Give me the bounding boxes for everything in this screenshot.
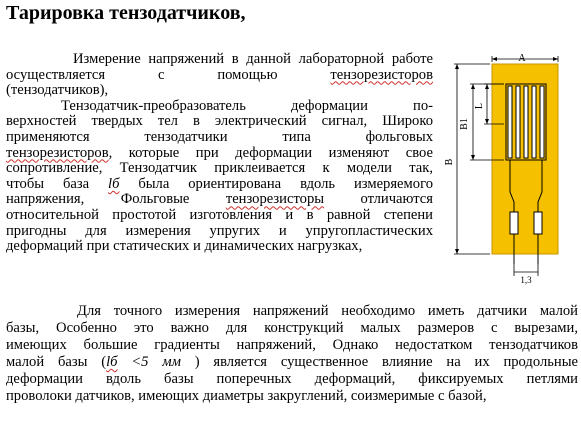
text-line [0, 192, 433, 208]
strain-gauge-diagram [440, 52, 580, 292]
text-line [0, 68, 433, 84]
text-line: пригодны для измерения упругих и упругопластических [6, 222, 433, 239]
text-line: Для точного измерения напряжений необходимо иметь датчики малой [77, 303, 578, 319]
text-line: имеющих большие градиенты напряжений, Однако недостатком тензодатчиков [6, 337, 578, 353]
text-segment: , которые при деформации изменяют свое [108, 144, 433, 161]
text-segment: lб [108, 175, 120, 192]
full-width-text [0, 303, 578, 405]
dim-label-b: B [444, 158, 455, 166]
text-segment: тензорезисторы [225, 191, 325, 208]
text-line [0, 354, 578, 371]
text-line: (тензодатчиков), [6, 82, 109, 99]
text-segment: осуществляется с помощью [6, 66, 331, 83]
text-line: Измерение напряжений в данной лабораторной работе [73, 51, 433, 67]
text-segment: тензорезисторов [330, 66, 433, 83]
text-line: деформации вдоль базы поперечных деформаций, фиксируемых петлями [6, 371, 578, 387]
text-segment: была ориентирована вдоль измеряемого [119, 175, 433, 192]
text-line: проволоки датчиков, имеющих диаметры закруглений, соизмеримые с базой, [6, 388, 487, 404]
text-segment: чтобы база [6, 175, 109, 192]
text-segment: малой базы ( [6, 354, 107, 370]
text-segment: отличаются [324, 191, 433, 208]
dim-label-a: A [518, 53, 526, 64]
text-line: деформаций при статических и динамических нагрузках, [6, 238, 363, 255]
left-column-text [0, 52, 433, 255]
text-line: верхностей твердых тел в электрический сигнал, Широко [6, 113, 433, 130]
page-title: Тарировка тензодатчиков, [6, 2, 246, 24]
text-segment: ) является существенное влияние на их продольные [180, 354, 578, 370]
text-line [0, 177, 433, 193]
text-segment: тензорезисторов [6, 144, 109, 161]
dim-label-l: L [474, 102, 485, 110]
text-segment: lб [106, 354, 118, 370]
dim-label-width: 1,3 [520, 275, 532, 285]
dim-label-b1: B1 [459, 118, 470, 130]
text-line: Тензодатчик-преобразователь деформации по- [61, 97, 433, 114]
text-line [0, 146, 433, 162]
text-segment: <5 мм [117, 354, 181, 370]
foil-grid [506, 84, 546, 160]
text-segment: напряжения, Фольговые [6, 191, 226, 208]
text-line: базы, Особенно это важно для конструкций малых размеров с вырезами, [6, 320, 578, 336]
text-line: сопротивление, Тензодатчик приклеивается к модели так, [6, 160, 433, 177]
text-line: относительной простотой изготовления и в равной степени [6, 206, 433, 223]
text-line: применяются тензодатчики типа фольговых [6, 128, 433, 145]
